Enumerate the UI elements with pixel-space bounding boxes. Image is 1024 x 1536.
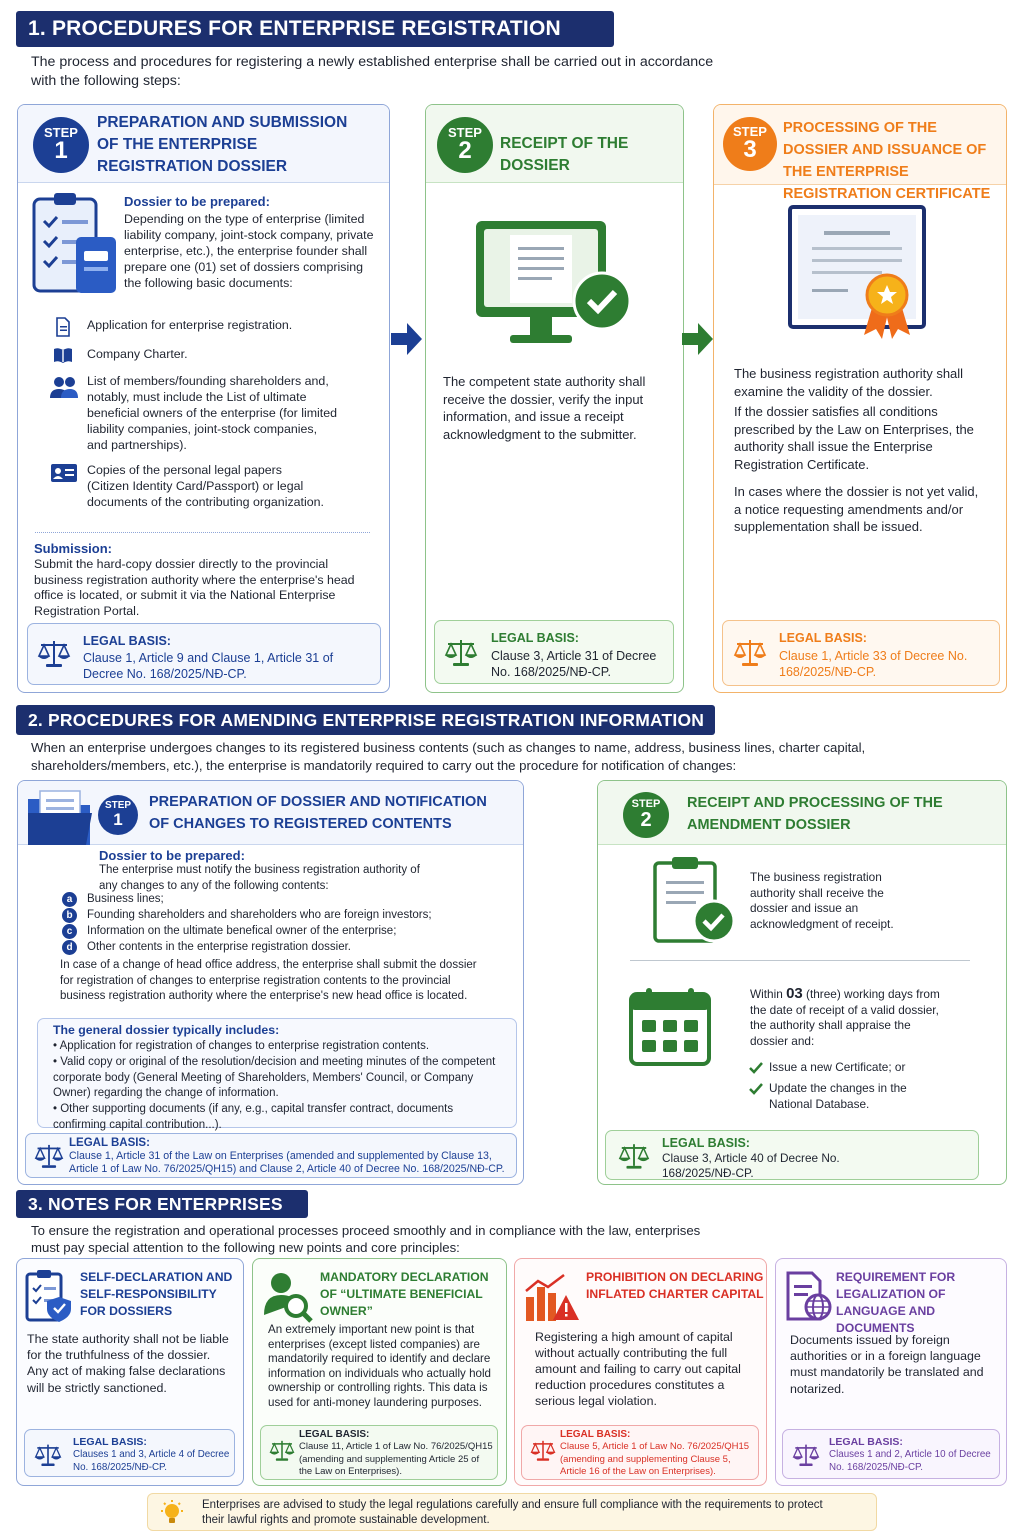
- clipboard-check-icon: [652, 855, 738, 945]
- s1-step1-item-2: Company Charter.: [87, 347, 188, 361]
- s1-step3-legal-title: LEGAL BASIS:: [779, 631, 867, 645]
- arrow-right-icon: [682, 322, 714, 356]
- note-1-legal-title: LEGAL BASIS:: [73, 1436, 147, 1448]
- section3-title-bar: [16, 1190, 308, 1218]
- scales-icon: [530, 1438, 556, 1462]
- s1-step2-title: RECEIPT OF THE DOSSIER: [500, 135, 629, 174]
- s1-step1-legal-title: LEGAL BASIS:: [83, 634, 171, 648]
- note-1-legal-text: Clauses 1 and 3, Article 4 of Decree No. 168/2025/NĐ-CP.: [73, 1449, 230, 1473]
- note-3-title: PROHIBITION ON DECLARING INFLATED CHARTER CAPITAL: [586, 1270, 764, 1301]
- section1-title-bar: [16, 11, 614, 47]
- note-3-text: Registering a high amount of capital without actually contributing the full amount and failing to carry out capital reduction procedures constitutes a serious legal violation.: [535, 1330, 741, 1408]
- note-4-legal-title: LEGAL BASIS:: [829, 1436, 903, 1448]
- document-globe-icon: [786, 1271, 832, 1321]
- s1-step1-submission-heading: Submission:: [34, 541, 113, 556]
- s2-step1-dossier-heading: Dossier to be prepared:: [99, 848, 245, 863]
- s2-step2-text2: Within 03 (three) working days from the date of receipt of a valid dossier, the authority shall appraise the dossier and:: [750, 985, 940, 1048]
- s1-step1-submission-text: Submit the hard-copy dossier directly to the provincial business registration authority where the enterprise's head office is located, or submit it via the National Enterprise Registration Portal.: [34, 557, 355, 618]
- s1-step3-text1: The business registration authority shall examine the validity of the dossier.: [734, 366, 964, 399]
- calendar-icon: [628, 986, 712, 1066]
- scales-icon: [733, 637, 767, 667]
- s1-step3-legal-text: Clause 1, Article 33 of Decree No. 168/2025/NĐ-CP.: [779, 649, 968, 679]
- scales-icon: [444, 637, 478, 667]
- s2-step1-legal-box: [25, 1133, 517, 1178]
- section2-title: 2. PROCEDURES FOR AMENDING ENTERPRISE REGISTRATION INFORMATION: [28, 709, 705, 730]
- note-legalization-card: [775, 1258, 1007, 1486]
- section3-intro: To ensure the registration and operational processes proceed smoothly and in compliance with the law, enterprises must pay special attention to the following new points and core principles:: [31, 1223, 701, 1255]
- book-icon: [53, 345, 73, 365]
- section2-intro: When an enterprise undergoes changes to its registered business contents (such as changes to name, address, business lines, charter capital, shareholders/members, etc.), the enterprise is mandatorily required to carry out the procedure for notification of changes:: [31, 740, 866, 773]
- s1-step1-item-1: Application for enterprise registration.: [87, 318, 293, 332]
- s2-step2-divider: [630, 960, 970, 961]
- s1-step1-dossier-heading: Dossier to be prepared:: [124, 194, 270, 209]
- note-3-legal-title: LEGAL BASIS:: [560, 1429, 631, 1440]
- s1-step3-legal-box: [722, 620, 1000, 686]
- s1-step1-dossier-text: Depending on the type of enterprise (limited liability company, joint-stock company, private enterprise, etc.), the enterprise founder shall prepare one (01) set of dossiers comprising the following basic documents:: [124, 212, 374, 290]
- letter-d-badge: d: [62, 940, 77, 955]
- s2-step1-general-bullet-1: • Application for registration of changes to enterprise registration contents.: [53, 1040, 430, 1052]
- note-4-text: Documents issued by foreign authorities or in a foreign language must mandatorily be translated and notarized.: [790, 1333, 984, 1396]
- s2-step2-legal-text: Clause 3, Article 40 of Decree No. 168/2025/NĐ-CP.: [662, 1151, 840, 1180]
- person-search-icon: [263, 1271, 313, 1323]
- note-2-legal-title: LEGAL BASIS:: [299, 1429, 370, 1440]
- s1-step1-card: [17, 104, 390, 693]
- clipboard-shield-icon: [25, 1269, 73, 1323]
- s2-step1-head-office-text: In case of a change of head office address, the enterprise shall submit the dossier for registration of changes to enterprise registration contents to the provincial business registration authority where the enterprise's new head office is located.: [60, 959, 477, 1002]
- s2-step1-title: PREPARATION OF DOSSIER AND NOTIFICATION OF CHANGES TO REGISTERED CONTENTS: [149, 794, 487, 832]
- s2-step1-general-bullet-2: • Valid copy or original of the resolution/decision and meeting minutes of the competent corporate body (General Meeting of Shareholders, Members' Council, or Company Owner) regarding the change of information.: [53, 1056, 496, 1099]
- s1-step1-legal-text: Clause 1, Article 9 and Clause 1, Article 31 of Decree No. 168/2025/NĐ-CP.: [83, 651, 334, 681]
- note-beneficial-owner-card: [252, 1258, 507, 1486]
- scales-icon: [34, 1142, 64, 1169]
- id-card-icon: [50, 463, 78, 483]
- note-3-legal-text: Clause 5, Article 1 of Law No. 76/2025/QH15 (amending and supplementing Clause 5, Article 16 of the Law on Enterprises).: [560, 1441, 750, 1477]
- s2-step2-badge: STEP 2: [623, 792, 669, 838]
- note-self-declaration-card: [16, 1258, 244, 1486]
- s1-step3-title: PROCESSING OF THE DOSSIER AND ISSUANCE OF THE ENTERPRISE REGISTRATION CERTIFICATE: [783, 120, 991, 202]
- s2-step1-badge: STEP 1: [98, 795, 138, 835]
- note-1-text: The state authority shall not be liable for the truthfulness of the dossier. Any act of making false declarations will be strictly sanctioned.: [27, 1332, 229, 1395]
- s2-step2-card: [597, 780, 1007, 1185]
- s1-step2-legal-text: Clause 3, Article 31 of Decree No. 168/2025/NĐ-CP.: [491, 649, 657, 679]
- s2-step1-legal-title: LEGAL BASIS:: [69, 1137, 150, 1149]
- check-icon: [749, 1083, 763, 1095]
- users-icon: [50, 376, 78, 400]
- note-2-text: An extremely important new point is that enterprises (except listed companies) are mandatorily required to identify and declare information on individuals who actually hold ownership or controlling rights. This data is used for anti-money laundering purposes.: [268, 1323, 491, 1409]
- s1-step2-card: [425, 104, 684, 693]
- note-inflated-capital-card: [514, 1258, 767, 1486]
- s2-step1-general-heading: The general dossier typically includes:: [53, 1023, 280, 1037]
- chart-warning-icon: [524, 1273, 580, 1323]
- footer-advice-box: [147, 1493, 877, 1531]
- scales-icon: [618, 1141, 650, 1170]
- s2-step1-general-box: [37, 1018, 517, 1131]
- check-icon: [749, 1062, 763, 1074]
- note-2-legal-text: Clause 11, Article 1 of Law No. 76/2025/QH15 (amending and supplementing Article 25 of the Law on Enterprises).: [299, 1441, 493, 1477]
- arrow-right-icon: [391, 322, 423, 356]
- s1-step2-legal-title: LEGAL BASIS:: [491, 631, 579, 645]
- s2-step1-item-b: Founding shareholders and shareholders who are foreign investors;: [87, 909, 432, 921]
- letter-c-badge: c: [62, 924, 77, 939]
- s2-step1-general-bullet-3: • Other supporting documents (if any, e.g., capital transfer contract, documents confirming capital contribution...).: [53, 1103, 454, 1131]
- note-2-title: MANDATORY DECLARATION OF “ULTIMATE BENEFICIAL OWNER”: [320, 1270, 489, 1318]
- folder-icon: [26, 787, 94, 849]
- note-4-legal-box: [782, 1429, 1000, 1479]
- note-4-legal-text: Clauses 1 and 2, Article 10 of Decree No. 168/2025/NĐ-CP.: [829, 1449, 991, 1473]
- s1-step3-badge: STEP 3: [723, 117, 777, 171]
- s2-step2-check-1: Issue a new Certificate; or: [769, 1060, 906, 1074]
- s1-step1-item-4: Copies of the personal legal papers (Citizen Identity Card/Passport) or legal documents of the contributing organization.: [87, 463, 324, 509]
- s1-step3-text2: If the dossier satisfies all conditions prescribed by the Law on Enterprises, the authority shall issue the Enterprise Registration Certificate.: [734, 404, 974, 472]
- letter-a-badge: a: [62, 892, 77, 907]
- s1-step3-text3: In cases where the dossier is not yet valid, a notice requesting amendments and/or supplementation shall be issued.: [734, 484, 979, 534]
- s2-step1-item-c: Information on the ultimate benefical owner of the enterprise;: [87, 925, 397, 937]
- s1-step2-badge: STEP 2: [437, 117, 493, 173]
- s1-step1-badge: STEP 1: [33, 117, 89, 173]
- s2-step2-legal-box: [605, 1130, 979, 1180]
- scales-icon: [37, 638, 71, 668]
- s2-step1-card: [17, 780, 524, 1185]
- footer-advice-text: Enterprises are advised to study the legal regulations carefully and ensure full compliance with the requirements to protect their lawful rights and promote sustainable development.: [202, 1499, 823, 1526]
- s2-step1-item-a: Business lines;: [87, 893, 164, 905]
- document-icon: [53, 317, 73, 337]
- s1-step2-legal-box: [434, 620, 674, 684]
- s1-step3-card: [713, 104, 1007, 693]
- note-1-legal-box: [24, 1429, 235, 1477]
- s1-step1-legal-box: [27, 623, 381, 685]
- s2-step2-text1: The business registration authority shall receive the dossier and issue an acknowledgment of receipt.: [750, 870, 894, 931]
- section1-title: 1. PROCEDURES FOR ENTERPRISE REGISTRATION: [28, 17, 561, 40]
- s1-step1-title: PREPARATION AND SUBMISSION OF THE ENTERPRISE REGISTRATION DOSSIER: [97, 114, 348, 175]
- note-1-title: SELF-DECLARATION AND SELF-RESPONSIBILITY FOR DOSSIERS: [80, 1270, 233, 1318]
- s1-step2-text: The competent state authority shall receive the dossier, verify the input information, and issue a receipt acknowledgment to the submitter.: [443, 374, 646, 442]
- s2-step2-title: RECEIPT AND PROCESSING OF THE AMENDMENT DOSSIER: [687, 795, 943, 833]
- s2-step1-item-d: Other contents in the enterprise registration dossier.: [87, 941, 352, 953]
- section1-intro: The process and procedures for registering a newly established enterprise shall be carried out in accordance with the following steps:: [31, 54, 714, 89]
- section3-title: 3. NOTES FOR ENTERPRISES: [28, 1193, 283, 1214]
- note-2-legal-box: [260, 1425, 498, 1480]
- scales-icon: [34, 1442, 62, 1467]
- s1-step1-item-3: List of members/founding shareholders and, notably, must include the List of ultimate beneficial owners of the enterprise (for limited liability companies, joint-stock companies, and partnerships).: [87, 374, 337, 452]
- s2-step2-legal-title: LEGAL BASIS:: [662, 1136, 750, 1150]
- s1-step1-divider: [35, 532, 370, 533]
- note-3-legal-box: [521, 1425, 759, 1480]
- s2-step2-check-2: Update the changes in the National Database.: [769, 1081, 907, 1111]
- scales-icon: [269, 1438, 295, 1462]
- computer-check-icon: [472, 217, 638, 357]
- s2-step1-legal-text: Clause 1, Article 31 of the Law on Enterprises (amended and supplemented by Clause 13, Article 1 of Law No. 76/2025/QH15) and Clause 2, Article 40 of Decree No. 168/2025/NĐ-CP.: [69, 1150, 505, 1175]
- clipboard-checklist-icon: [32, 189, 120, 295]
- lightbulb-icon: [158, 1499, 186, 1527]
- certificate-icon: [788, 205, 928, 345]
- note-4-title: REQUIREMENT FOR LEGALIZATION OF LANGUAGE AND DOCUMENTS: [836, 1270, 956, 1335]
- section2-title-bar: [16, 705, 715, 735]
- s2-step1-dossier-text: The enterprise must notify the business registration authority of any changes to any of the following contents:: [99, 864, 420, 892]
- scales-icon: [792, 1442, 820, 1467]
- letter-b-badge: b: [62, 908, 77, 923]
